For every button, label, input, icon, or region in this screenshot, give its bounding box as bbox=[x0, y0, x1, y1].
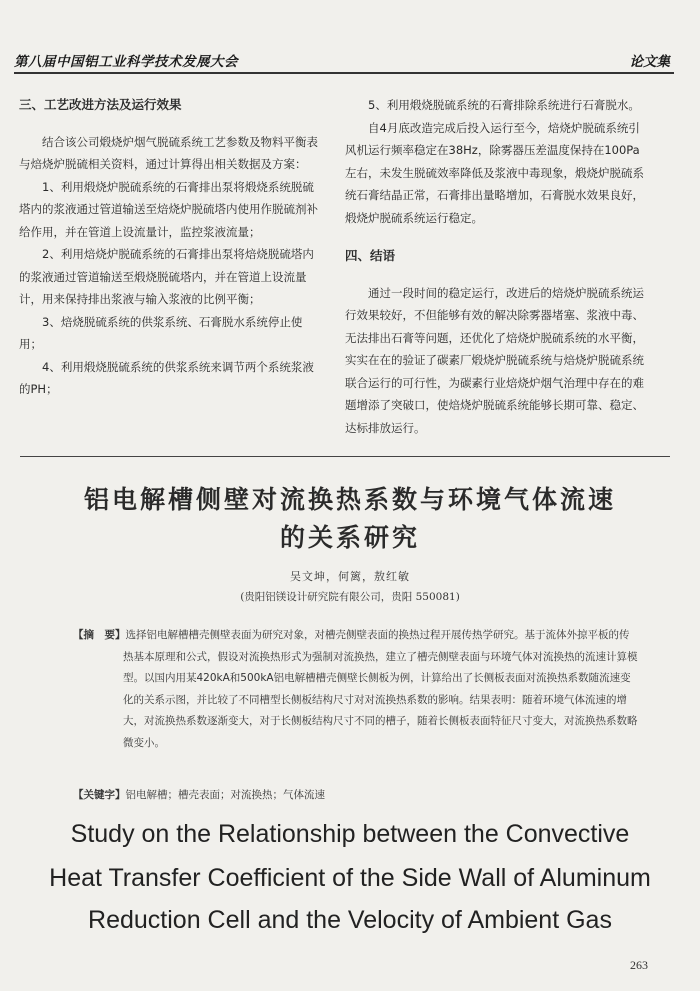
section-heading-4: 四、结语 bbox=[345, 248, 396, 263]
article-affiliation: (贵阳铝镁设计研究院有限公司，贵阳 550081) bbox=[240, 591, 460, 603]
article-title-line2: 的关系研究 bbox=[279, 523, 420, 552]
english-title-line1: Study on the Relationship between the Convective bbox=[70, 820, 630, 848]
abstract-text: 选择铝电解槽槽壳侧壁表面为研究对象，对槽壳侧壁表面的换热过程开展传热学研究。基于流体外掠平板的传热基本原理和公式，假设对流换热形式为强制对流换热，建立了槽壳侧壁表面与环境气体对流换热的流速计算模型。以国内用某420kA和500kA铝电解槽槽壳侧壁长侧板为例，计算给出了长侧板表面对流换热系数随流速变化的关系示图，并比较了不同槽型长侧板结构尺寸对对流换热系数的影响。结果表明：随着环境气体流速的增大，对流换热系数逐渐变大，对于长侧板结构尺寸不同的槽子，随着长侧板表面特征尺寸变大，对流换热系数略微变小。 bbox=[123, 629, 638, 749]
article-authors: 吴文坤，何篱，敖红敏 bbox=[290, 570, 410, 583]
header-conference: 第八届中国铝工业科学技术发展大会 bbox=[14, 54, 238, 70]
paragraph: 结合该公司煅烧炉烟气脱硫系统工艺参数及物料平衡表与焙烧炉脱硫相关资料，通过计算得出相关数据及方案： bbox=[19, 134, 318, 171]
paragraph: 通过一段时间的稳定运行，改进后的焙烧炉脱硫系统运行效果较好，不但能够有效的解决除雾器堵塞、浆液中毒、无法排出石膏等问题，还优化了焙烧炉脱硫系统的水平衡，实实在在的验证了碳素厂煅烧炉脱硫系统与焙烧炉脱硫系统联合运行的可行性，为碳素行业焙烧炉烟气治理中存在的难题增添了突破口，使焙烧炉脱硫系统能够长期可靠、稳定、达标排放运行。 bbox=[345, 285, 644, 435]
english-title-line3: Reduction Cell and the Velocity of Ambient Gas bbox=[88, 906, 612, 934]
paragraph: 5、利用煅烧脱硫系统的石膏排除系统进行石膏脱水。 bbox=[368, 98, 640, 112]
page-number: 263 bbox=[630, 958, 648, 972]
header-rule bbox=[14, 72, 674, 74]
paragraph: 2、利用焙烧炉脱硫系统的石膏排出泵将焙烧脱硫塔内的浆液通过管道输送至煅烧脱硫塔内，并在管道上设流量计，用来保持排出浆液与输入浆液的比例平衡； bbox=[19, 247, 314, 306]
paragraph: 4、利用煅烧脱硫系统的供浆系统来调节两个系统浆液的PH； bbox=[19, 359, 314, 396]
section-divider bbox=[20, 456, 670, 457]
section-heading-3: 三、工艺改进方法及运行效果 bbox=[19, 97, 182, 112]
keywords-text: 铝电解槽；槽壳表面；对流换热；气体流速 bbox=[125, 789, 325, 801]
abstract bbox=[73, 625, 638, 754]
paragraph: 自4月底改造完成后投入运行至今，焙烧炉脱硫系统引风机运行频率稳定在38Hz，除雾器压差温度保持在100Pa左右，未发生脱硫效率降低及浆液中毒现象，煅烧炉脱硫系统石膏结晶正常，石膏排出量略增加，石膏脱水效果良好，煅烧炉脱硫系统运行稳定。 bbox=[345, 120, 644, 225]
header-section: 论文集 bbox=[629, 54, 670, 70]
article-title-line1: 铝电解槽侧壁对流换热系数与环境气体流速 bbox=[83, 485, 616, 514]
paragraph: 1、利用煅烧炉脱硫系统的石膏排出泵将煅烧系统脱硫塔内的浆液通过管道输送至焙烧炉脱硫塔内使用作脱硫剂补给作用，并在管道上设流量计，监控浆液流量； bbox=[19, 179, 318, 239]
right-column bbox=[345, 94, 650, 439]
keywords bbox=[73, 787, 325, 802]
keywords-label: 【关键字】 bbox=[73, 789, 126, 801]
english-title-line2: Heat Transfer Coefficient of the Side Wall of Aluminum bbox=[49, 864, 651, 892]
abstract-label: 【摘 要】 bbox=[73, 629, 126, 641]
paragraph: 3、焙烧脱硫系统的供浆系统、石膏脱水系统停止使用； bbox=[19, 314, 303, 351]
left-column bbox=[19, 94, 319, 401]
